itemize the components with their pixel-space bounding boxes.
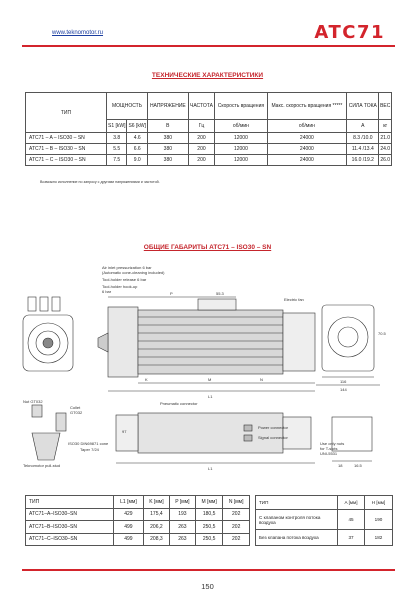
cell-h: 190: [365, 510, 393, 530]
size-header-type: ТИП: [26, 496, 114, 509]
cell-type: Без клапана потока воздуха: [256, 530, 338, 546]
cell-p: 263: [169, 533, 195, 546]
side-view-drawing: [98, 297, 315, 391]
rear-view-drawing: [316, 305, 380, 385]
label-electric-fan: Electric fan: [284, 297, 304, 302]
specs-unit-current: A: [347, 120, 379, 133]
cell-weight: 21.0: [379, 133, 392, 144]
cell-current: 8.3 /10.0: [347, 133, 379, 144]
label-taper: Taper 7/24: [80, 447, 99, 452]
cell-k: 206,2: [143, 521, 169, 534]
cell-m: 250,5: [195, 521, 223, 534]
cell-n: 202: [223, 508, 250, 521]
specs-header-weight: ВЕС: [379, 93, 392, 120]
label-dim-144: 144: [340, 387, 347, 392]
specs-header-maxspeed: Макс. скорость вращения *****: [267, 93, 347, 120]
cell-k: 175,4: [143, 508, 169, 521]
specs-heading: ТЕХНИЧЕСКИЕ ХАРАКТЕРИСТИКИ: [151, 72, 264, 79]
cell-p: 193: [169, 508, 195, 521]
fan-header-type: ТИП: [256, 496, 338, 510]
specs-unit-maxspeed: об/мин: [267, 120, 347, 133]
size-table: [25, 495, 250, 546]
cell-s6: 9.0: [127, 155, 147, 166]
cell-type: ATC71–C–ISO30–SN: [26, 533, 114, 546]
table-row: [26, 155, 392, 166]
table-row: [26, 133, 392, 144]
label-dim-n: N: [260, 377, 263, 382]
label-tool-hook: Tool-holder hook-up: [102, 284, 138, 289]
cell-current: 16.0 /19.2: [347, 155, 379, 166]
cell-voltage: 380: [147, 155, 188, 166]
cell-s1: 5.5: [107, 144, 127, 155]
page-number: 150: [201, 582, 214, 591]
cell-type: ATC71–A–ISO30–SN: [26, 508, 114, 521]
cell-type: ATC71 – C – ISO30 – SN: [26, 155, 107, 166]
specs-unit-freq: Гц: [188, 120, 215, 133]
specs-unit-weight: кг: [379, 120, 392, 133]
table-row: [26, 508, 250, 521]
cell-freq: 200: [188, 144, 215, 155]
size-header-k: K [мм]: [143, 496, 169, 509]
size-header-l1: L1 [мм]: [114, 496, 144, 509]
label-dim-m: M: [208, 377, 212, 382]
dimensions-heading: ОБЩИЕ ГАБАРИТЫ ATC71 – ISO30 – SN: [143, 244, 272, 251]
specs-header-freq: ЧАСТОТА: [188, 93, 215, 120]
size-header-m: M [мм]: [195, 496, 223, 509]
specs-header-voltage: НАПРЯЖЕНИЕ: [147, 93, 188, 120]
cell-s1: 3.8: [107, 133, 127, 144]
label-dim-p: P: [170, 291, 173, 296]
cell-l1: 429: [114, 508, 144, 521]
cell-weight: 24.0: [379, 144, 392, 155]
label-tool-release: Tool-holder release 6 bar: [102, 277, 147, 282]
label-dim-k: K: [145, 377, 148, 382]
label-dim-116: 116: [340, 379, 347, 384]
front-view-drawing: [23, 297, 73, 371]
specs-table: [25, 92, 392, 166]
label-nut: Nut GT032: [23, 399, 43, 404]
footer-divider: [22, 569, 395, 571]
specs-header-speed: Скорость вращения: [215, 93, 267, 120]
cell-maxspeed: 24000: [267, 144, 347, 155]
cell-s1: 7.5: [107, 155, 127, 166]
cell-speed: 12000: [215, 155, 267, 166]
cell-voltage: 380: [147, 144, 188, 155]
table-row: [26, 144, 392, 155]
fan-header-a: A [мм]: [338, 496, 365, 510]
label-cone: ISO30 DIN69871 cone: [68, 441, 109, 446]
website-link[interactable]: www.teknomotor.ru: [52, 30, 104, 36]
size-header-p: P [мм]: [169, 496, 195, 509]
specs-unit-s6: S6 [kW]: [127, 120, 147, 133]
label-air-inlet-note: (Automatic cone-cleaning included): [102, 270, 165, 275]
label-dim-l1-bottom: L1: [208, 466, 213, 471]
brand-title: ATC71: [314, 22, 385, 43]
label-dim-705: 70.5: [378, 331, 386, 336]
label-pullstud: Teknomotor pull-stud: [23, 463, 61, 468]
table-row: [26, 533, 250, 546]
cell-l1: 499: [114, 521, 144, 534]
specs-header-power: МОЩНОСТЬ: [107, 93, 148, 120]
cell-p: 263: [169, 521, 195, 534]
label-dim-l1: L1: [208, 394, 213, 399]
label-air-inlet: Air inlet pressurization 6 bar: [102, 265, 152, 270]
cell-freq: 200: [188, 133, 215, 144]
tooling-drawing: [32, 405, 66, 460]
label-tool-hook-pressure: 6 bar: [102, 289, 112, 294]
cell-a: 45: [338, 510, 365, 530]
cell-s6: 6.6: [127, 144, 147, 155]
cell-type: ATC71 – B – ISO30 – SN: [26, 144, 107, 155]
cell-m: 250,5: [195, 533, 223, 546]
cell-a: 37: [338, 530, 365, 546]
table-row: [256, 510, 393, 530]
dimension-drawing: [20, 255, 400, 480]
specs-unit-voltage: В: [147, 120, 188, 133]
label-dim-165: 16.5: [354, 463, 362, 468]
label-dim-553: 55.3: [216, 291, 224, 296]
label-dim-18: 18: [338, 463, 343, 468]
cell-k: 208,3: [143, 533, 169, 546]
label-power-connector: Power connector: [258, 425, 289, 430]
table-row: [26, 521, 250, 534]
cell-type: ATC71–B–ISO30–SN: [26, 521, 114, 534]
specs-header-type: ТИП: [26, 93, 107, 133]
cell-maxspeed: 24000: [267, 155, 347, 166]
label-dim-97: 97: [122, 429, 127, 434]
cell-current: 11.4 /13.4: [347, 144, 379, 155]
specs-unit-speed: об/мин: [215, 120, 267, 133]
specs-header-current: СИЛА ТОКА: [347, 93, 379, 120]
cell-h: 182: [365, 530, 393, 546]
fan-header-h: H [мм]: [365, 496, 393, 510]
label-nuts-uni: UNI-5531: [320, 451, 338, 456]
label-nuts: Use only nuts: [320, 441, 345, 446]
cell-type: ATC71 – A – ISO30 – SN: [26, 133, 107, 144]
cell-maxspeed: 24000: [267, 133, 347, 144]
specs-unit-s1: S1 [kW]: [107, 120, 127, 133]
cell-type: С клапаном контроля потока воздуха: [256, 510, 338, 530]
cell-n: 202: [223, 533, 250, 546]
cell-freq: 200: [188, 155, 215, 166]
table-row: [256, 530, 393, 546]
cell-l1: 499: [114, 533, 144, 546]
label-signal-connector: Signal connector: [258, 435, 288, 440]
cell-s6: 4.6: [127, 133, 147, 144]
header-divider: [22, 45, 395, 47]
cell-voltage: 380: [147, 133, 188, 144]
cell-speed: 12000: [215, 144, 267, 155]
specs-note: Возможно исполнение по запросу с другими напряжениями и частотой.: [40, 180, 160, 184]
cell-weight: 26.0: [379, 155, 392, 166]
label-collet-code: GT032: [70, 410, 83, 415]
cell-n: 202: [223, 521, 250, 534]
label-collet: Collet: [70, 405, 81, 410]
fan-table: [255, 495, 393, 546]
size-header-n: N [мм]: [223, 496, 250, 509]
label-nuts-tslots: for T-slots: [320, 446, 338, 451]
cell-speed: 12000: [215, 133, 267, 144]
label-pneumatic: Pneumatic connector: [160, 401, 198, 406]
cell-m: 180,5: [195, 508, 223, 521]
